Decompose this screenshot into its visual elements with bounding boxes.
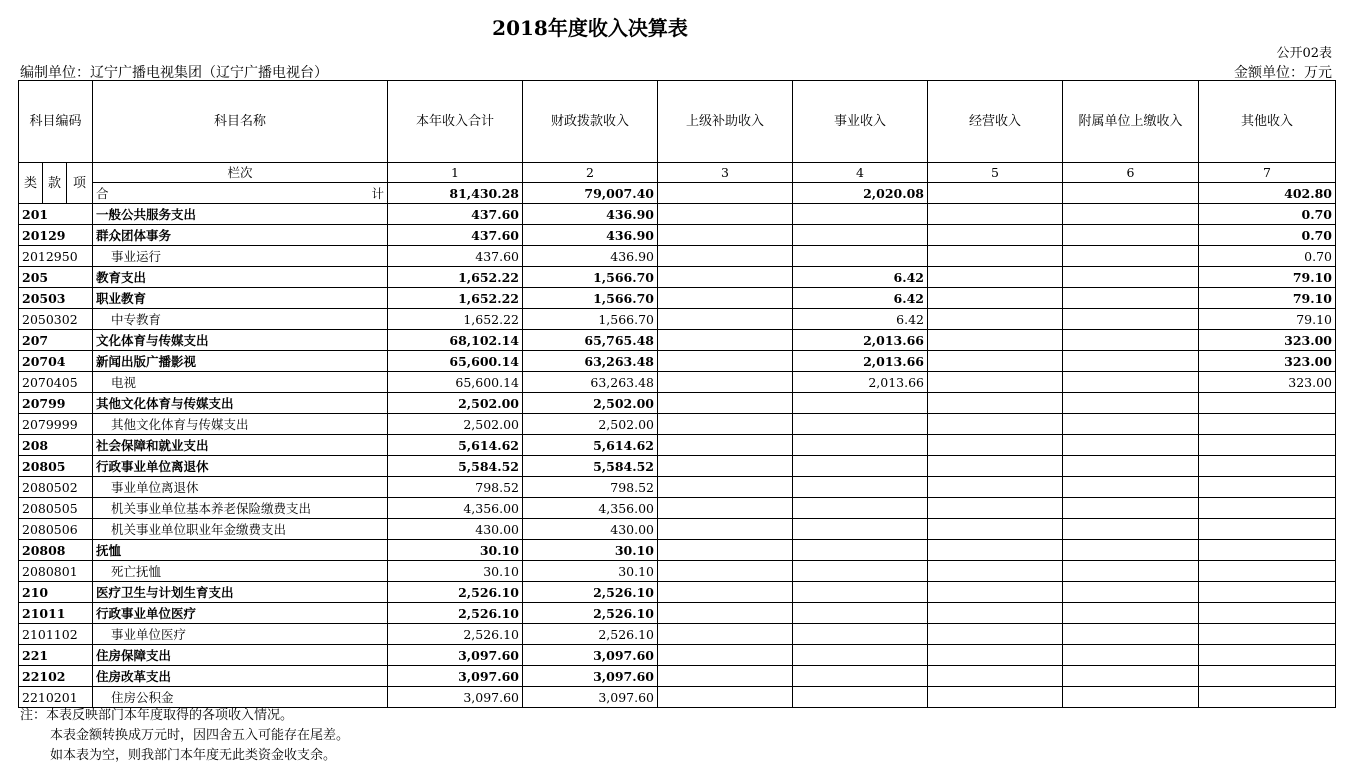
row-c4 xyxy=(793,414,928,435)
row-c4: 6.42 xyxy=(793,309,928,330)
row-code: 221 xyxy=(19,645,93,666)
header-row xyxy=(19,81,1336,163)
table-row xyxy=(19,330,1336,351)
row-c6 xyxy=(1063,540,1199,561)
row-c4 xyxy=(793,582,928,603)
row-c6 xyxy=(1063,561,1199,582)
col-num-5: 5 xyxy=(928,163,1063,183)
header-code: 科目编码 xyxy=(19,81,93,163)
row-code: 2012950 xyxy=(19,246,93,267)
row-c5 xyxy=(928,498,1063,519)
row-name: 事业运行 xyxy=(93,246,388,267)
row-c7 xyxy=(1199,393,1336,414)
row-c2: 436.90 xyxy=(523,204,658,225)
row-name: 社会保障和就业支出 xyxy=(93,435,388,456)
row-c3 xyxy=(658,288,793,309)
total-label-cell xyxy=(93,183,388,204)
row-c1: 5,584.52 xyxy=(388,456,523,477)
row-code: 20704 xyxy=(19,351,93,372)
note-2: 本表金额转换成万元时，因四舍五入可能存在尾差。 xyxy=(50,728,350,743)
row-code: 2079999 xyxy=(19,414,93,435)
row-c3 xyxy=(658,309,793,330)
table-row xyxy=(19,603,1336,624)
row-c3 xyxy=(658,225,793,246)
row-c4 xyxy=(793,687,928,708)
table-row xyxy=(19,225,1336,246)
col-num-2: 2 xyxy=(523,163,658,183)
footnotes xyxy=(20,706,349,766)
row-c4 xyxy=(793,225,928,246)
row-name: 电视 xyxy=(93,372,388,393)
row-c3 xyxy=(658,582,793,603)
row-c5 xyxy=(928,582,1063,603)
col-num-7: 7 xyxy=(1199,163,1336,183)
col-num-4: 4 xyxy=(793,163,928,183)
row-c7: 79.10 xyxy=(1199,288,1336,309)
table-row xyxy=(19,561,1336,582)
row-name: 其他文化体育与传媒支出 xyxy=(93,393,388,414)
row-c5 xyxy=(928,267,1063,288)
row-c6 xyxy=(1063,435,1199,456)
row-c7 xyxy=(1199,540,1336,561)
row-c3 xyxy=(658,603,793,624)
row-c1: 3,097.60 xyxy=(388,666,523,687)
row-c4 xyxy=(793,519,928,540)
row-c6 xyxy=(1063,666,1199,687)
row-c5 xyxy=(928,666,1063,687)
row-c7 xyxy=(1199,624,1336,645)
row-c1: 437.60 xyxy=(388,246,523,267)
row-c6 xyxy=(1063,414,1199,435)
header-c5: 经营收入 xyxy=(928,81,1063,163)
total-c6 xyxy=(1063,183,1199,204)
row-c4: 6.42 xyxy=(793,288,928,309)
row-c4 xyxy=(793,435,928,456)
row-c4 xyxy=(793,603,928,624)
row-c6 xyxy=(1063,246,1199,267)
table-row xyxy=(19,624,1336,645)
row-c2: 436.90 xyxy=(523,225,658,246)
row-c5 xyxy=(928,624,1063,645)
table-row xyxy=(19,582,1336,603)
table-row xyxy=(19,372,1336,393)
row-name: 住房改革支出 xyxy=(93,666,388,687)
row-c1: 2,526.10 xyxy=(388,582,523,603)
row-c1: 2,502.00 xyxy=(388,414,523,435)
row-c3 xyxy=(658,645,793,666)
row-code: 20129 xyxy=(19,225,93,246)
row-c1: 4,356.00 xyxy=(388,498,523,519)
row-c3 xyxy=(658,477,793,498)
row-c7 xyxy=(1199,645,1336,666)
row-c7: 323.00 xyxy=(1199,330,1336,351)
row-c1: 65,600.14 xyxy=(388,372,523,393)
row-c2: 4,356.00 xyxy=(523,498,658,519)
row-c5 xyxy=(928,204,1063,225)
row-name: 中专教育 xyxy=(93,309,388,330)
row-c1: 437.60 xyxy=(388,204,523,225)
row-c1: 1,652.22 xyxy=(388,288,523,309)
total-c5 xyxy=(928,183,1063,204)
row-code: 201 xyxy=(19,204,93,225)
reporting-unit: 编制单位：辽宁广播电视集团（辽宁广播电视台） xyxy=(20,65,328,81)
table-row xyxy=(19,267,1336,288)
row-code: 2101102 xyxy=(19,624,93,645)
header-xiang: 项 xyxy=(67,163,93,204)
row-c1: 437.60 xyxy=(388,225,523,246)
row-c6 xyxy=(1063,288,1199,309)
row-name: 新闻出版广播影视 xyxy=(93,351,388,372)
row-c6 xyxy=(1063,204,1199,225)
row-c5 xyxy=(928,246,1063,267)
row-c2: 1,566.70 xyxy=(523,288,658,309)
row-c1: 3,097.60 xyxy=(388,687,523,708)
row-c6 xyxy=(1063,351,1199,372)
table-row xyxy=(19,393,1336,414)
row-c4 xyxy=(793,540,928,561)
row-c2: 3,097.60 xyxy=(523,645,658,666)
row-name: 机关事业单位基本养老保险缴费支出 xyxy=(93,498,388,519)
row-c3 xyxy=(658,372,793,393)
row-c2: 798.52 xyxy=(523,477,658,498)
total-c3 xyxy=(658,183,793,204)
row-c5 xyxy=(928,351,1063,372)
row-c7 xyxy=(1199,435,1336,456)
row-c3 xyxy=(658,435,793,456)
row-c7 xyxy=(1199,582,1336,603)
row-code: 20808 xyxy=(19,540,93,561)
row-c3 xyxy=(658,246,793,267)
column-number-row xyxy=(19,163,1336,183)
row-c2: 2,526.10 xyxy=(523,582,658,603)
row-code: 2080502 xyxy=(19,477,93,498)
row-c7: 323.00 xyxy=(1199,372,1336,393)
row-c7 xyxy=(1199,666,1336,687)
header-c6: 附属单位上缴收入 xyxy=(1063,81,1199,163)
row-c5 xyxy=(928,561,1063,582)
row-c5 xyxy=(928,687,1063,708)
total-c1: 81,430.28 xyxy=(388,183,523,204)
row-code: 2080506 xyxy=(19,519,93,540)
row-name: 行政事业单位医疗 xyxy=(93,603,388,624)
total-row xyxy=(19,183,1336,204)
row-c1: 30.10 xyxy=(388,540,523,561)
row-c7: 0.70 xyxy=(1199,225,1336,246)
amount-unit: 金额单位：万元 xyxy=(1234,65,1332,81)
row-c3 xyxy=(658,456,793,477)
row-c7 xyxy=(1199,477,1336,498)
row-c6 xyxy=(1063,645,1199,666)
row-code: 2080505 xyxy=(19,498,93,519)
row-c4 xyxy=(793,477,928,498)
row-c4 xyxy=(793,456,928,477)
table-row xyxy=(19,309,1336,330)
table-row xyxy=(19,477,1336,498)
row-c6 xyxy=(1063,498,1199,519)
table-row xyxy=(19,519,1336,540)
row-c2: 5,584.52 xyxy=(523,456,658,477)
table-row xyxy=(19,204,1336,225)
table-row xyxy=(19,456,1336,477)
row-name: 住房公积金 xyxy=(93,687,388,708)
row-code: 208 xyxy=(19,435,93,456)
row-code: 2050302 xyxy=(19,309,93,330)
header-c2: 财政拨款收入 xyxy=(523,81,658,163)
row-c4 xyxy=(793,645,928,666)
row-c5 xyxy=(928,477,1063,498)
row-c7: 0.70 xyxy=(1199,246,1336,267)
row-c3 xyxy=(658,204,793,225)
row-name: 一般公共服务支出 xyxy=(93,204,388,225)
row-c2: 63,263.48 xyxy=(523,351,658,372)
row-c7 xyxy=(1199,414,1336,435)
header-name: 科目名称 xyxy=(93,81,388,163)
col-num-3: 3 xyxy=(658,163,793,183)
row-c3 xyxy=(658,351,793,372)
row-name: 教育支出 xyxy=(93,267,388,288)
income-table xyxy=(18,80,1336,708)
row-c6 xyxy=(1063,267,1199,288)
table-row xyxy=(19,435,1336,456)
row-c6 xyxy=(1063,603,1199,624)
row-c1: 2,502.00 xyxy=(388,393,523,414)
total-c4: 2,020.08 xyxy=(793,183,928,204)
total-label-left: 合 xyxy=(96,185,109,201)
col-num-6: 6 xyxy=(1063,163,1199,183)
row-c2: 5,614.62 xyxy=(523,435,658,456)
row-c2: 1,566.70 xyxy=(523,309,658,330)
row-c3 xyxy=(658,687,793,708)
row-c7 xyxy=(1199,561,1336,582)
header-lanci: 栏次 xyxy=(93,163,388,183)
row-c1: 65,600.14 xyxy=(388,351,523,372)
table-row xyxy=(19,666,1336,687)
row-c7 xyxy=(1199,456,1336,477)
row-c5 xyxy=(928,456,1063,477)
row-name: 职业教育 xyxy=(93,288,388,309)
row-c6 xyxy=(1063,582,1199,603)
table-row xyxy=(19,288,1336,309)
row-c1: 2,526.10 xyxy=(388,603,523,624)
row-c5 xyxy=(928,540,1063,561)
row-c1: 1,652.22 xyxy=(388,309,523,330)
row-name: 文化体育与传媒支出 xyxy=(93,330,388,351)
table-row xyxy=(19,645,1336,666)
row-code: 22102 xyxy=(19,666,93,687)
header-c7: 其他收入 xyxy=(1199,81,1336,163)
row-c2: 436.90 xyxy=(523,246,658,267)
row-c4: 6.42 xyxy=(793,267,928,288)
row-code: 20805 xyxy=(19,456,93,477)
row-c5 xyxy=(928,309,1063,330)
row-code: 2070405 xyxy=(19,372,93,393)
row-name: 机关事业单位职业年金缴费支出 xyxy=(93,519,388,540)
row-c7: 323.00 xyxy=(1199,351,1336,372)
row-c5 xyxy=(928,519,1063,540)
row-c4: 2,013.66 xyxy=(793,372,928,393)
row-c6 xyxy=(1063,330,1199,351)
table-row xyxy=(19,246,1336,267)
row-c5 xyxy=(928,414,1063,435)
row-c2: 1,566.70 xyxy=(523,267,658,288)
row-c1: 30.10 xyxy=(388,561,523,582)
row-c3 xyxy=(658,666,793,687)
row-c3 xyxy=(658,393,793,414)
row-c4: 2,013.66 xyxy=(793,351,928,372)
row-code: 21011 xyxy=(19,603,93,624)
row-c4 xyxy=(793,393,928,414)
total-c2: 79,007.40 xyxy=(523,183,658,204)
total-label-right: 计 xyxy=(371,185,384,201)
row-c5 xyxy=(928,372,1063,393)
row-c6 xyxy=(1063,456,1199,477)
row-name: 行政事业单位离退休 xyxy=(93,456,388,477)
row-c3 xyxy=(658,498,793,519)
row-name: 死亡抚恤 xyxy=(93,561,388,582)
row-name: 事业单位离退休 xyxy=(93,477,388,498)
row-c3 xyxy=(658,561,793,582)
row-code: 210 xyxy=(19,582,93,603)
row-c6 xyxy=(1063,519,1199,540)
row-c5 xyxy=(928,330,1063,351)
row-c3 xyxy=(658,540,793,561)
row-c6 xyxy=(1063,372,1199,393)
row-c7 xyxy=(1199,498,1336,519)
row-name: 群众团体事务 xyxy=(93,225,388,246)
row-c6 xyxy=(1063,309,1199,330)
table-row xyxy=(19,687,1336,708)
header-c1: 本年收入合计 xyxy=(388,81,523,163)
row-c6 xyxy=(1063,477,1199,498)
row-code: 2080801 xyxy=(19,561,93,582)
row-c4 xyxy=(793,204,928,225)
row-code: 205 xyxy=(19,267,93,288)
row-name: 事业单位医疗 xyxy=(93,624,388,645)
table-row xyxy=(19,540,1336,561)
row-name: 住房保障支出 xyxy=(93,645,388,666)
row-c6 xyxy=(1063,393,1199,414)
row-c3 xyxy=(658,414,793,435)
header-lei: 类 xyxy=(19,163,43,204)
row-c2: 2,526.10 xyxy=(523,624,658,645)
table-row xyxy=(19,414,1336,435)
table-row xyxy=(19,498,1336,519)
row-c4 xyxy=(793,498,928,519)
row-c6 xyxy=(1063,624,1199,645)
note-3: 如本表为空，则我部门本年度无此类资金收支余。 xyxy=(50,748,337,763)
row-c1: 2,526.10 xyxy=(388,624,523,645)
header-c4: 事业收入 xyxy=(793,81,928,163)
row-c4: 2,013.66 xyxy=(793,330,928,351)
row-name: 医疗卫生与计划生育支出 xyxy=(93,582,388,603)
col-num-1: 1 xyxy=(388,163,523,183)
row-c2: 3,097.60 xyxy=(523,687,658,708)
row-code: 2210201 xyxy=(19,687,93,708)
note-1: 注：本表反映部门本年度取得的各项收入情况。 xyxy=(20,708,294,723)
row-c6 xyxy=(1063,225,1199,246)
row-c1: 68,102.14 xyxy=(388,330,523,351)
row-c2: 2,502.00 xyxy=(523,393,658,414)
row-name: 抚恤 xyxy=(93,540,388,561)
row-c4 xyxy=(793,666,928,687)
row-c2: 430.00 xyxy=(523,519,658,540)
row-c5 xyxy=(928,645,1063,666)
row-c1: 430.00 xyxy=(388,519,523,540)
row-c2: 30.10 xyxy=(523,561,658,582)
row-c7: 79.10 xyxy=(1199,267,1336,288)
total-c7: 402.80 xyxy=(1199,183,1336,204)
row-c2: 30.10 xyxy=(523,540,658,561)
row-code: 20799 xyxy=(19,393,93,414)
row-name: 其他文化体育与传媒支出 xyxy=(93,414,388,435)
row-c1: 3,097.60 xyxy=(388,645,523,666)
row-c6 xyxy=(1063,687,1199,708)
row-c5 xyxy=(928,603,1063,624)
row-c5 xyxy=(928,225,1063,246)
row-c7 xyxy=(1199,519,1336,540)
row-c7: 79.10 xyxy=(1199,309,1336,330)
row-c1: 5,614.62 xyxy=(388,435,523,456)
row-c2: 3,097.60 xyxy=(523,666,658,687)
row-c3 xyxy=(658,624,793,645)
row-code: 20503 xyxy=(19,288,93,309)
row-c2: 2,526.10 xyxy=(523,603,658,624)
row-c4 xyxy=(793,246,928,267)
row-c1: 1,652.22 xyxy=(388,267,523,288)
row-code: 207 xyxy=(19,330,93,351)
row-c4 xyxy=(793,561,928,582)
row-c7 xyxy=(1199,603,1336,624)
row-c3 xyxy=(658,330,793,351)
header-c3: 上级补助收入 xyxy=(658,81,793,163)
row-c2: 65,765.48 xyxy=(523,330,658,351)
row-c7 xyxy=(1199,687,1336,708)
row-c1: 798.52 xyxy=(388,477,523,498)
table-row xyxy=(19,351,1336,372)
row-c3 xyxy=(658,519,793,540)
row-c4 xyxy=(793,624,928,645)
header-kuan: 款 xyxy=(43,163,67,204)
row-c5 xyxy=(928,435,1063,456)
report-title: 2018年度收入决算表 xyxy=(492,16,688,40)
row-c5 xyxy=(928,288,1063,309)
form-number: 公开02表 xyxy=(1276,46,1332,61)
row-c2: 63,263.48 xyxy=(523,372,658,393)
row-c2: 2,502.00 xyxy=(523,414,658,435)
row-c7: 0.70 xyxy=(1199,204,1336,225)
row-c5 xyxy=(928,393,1063,414)
row-c3 xyxy=(658,267,793,288)
